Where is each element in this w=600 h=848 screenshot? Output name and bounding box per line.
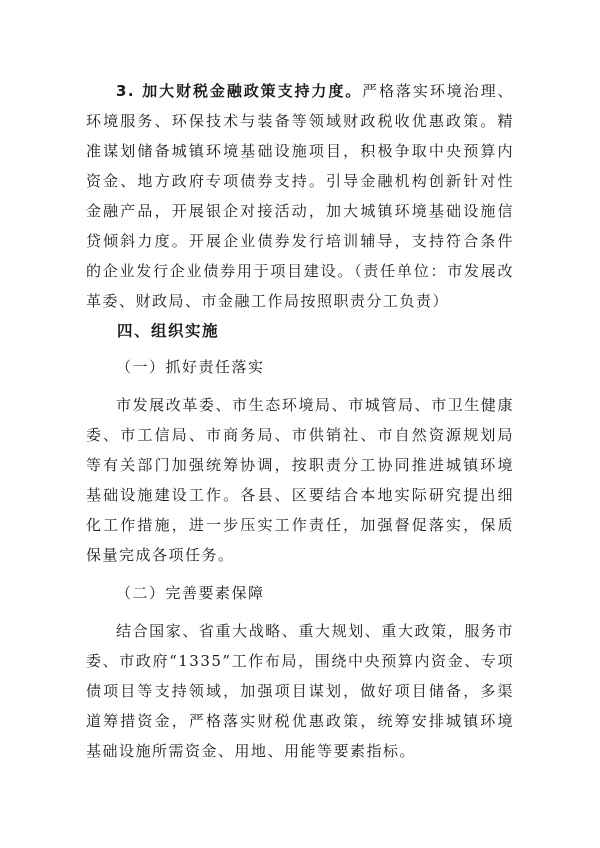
responsibility-paragraph: 市发展改革委、市生态环境局、市城管局、市卫生健康委、市工信局、市商务局、市供销社、市自然资源规划局等有关部门加强统筹协调，按职责分工协同推进城镇环境基础设施建设工作。各县、区要结合本地实际研究提出细化工作措施，进一步压实工作责任，加强督促落实，保质保量完成各项任务。 [86, 396, 514, 564]
section-3-body: 严格落实环境治理、环境服务、环保技术与装备等领域财政税收优惠政策。精准谋划储备城镇环境基础设施项目，积极争取中央预算内资金、地方政府专项债券支持。引导金融机构创新针对性金融产品，开展银企对接活动，加大城镇环境基础设施信贷倾斜力度。开展企业债券发行培训辅导，支持符合条件的企业发行企业债券用于项目建设。（责任单位：市发展改革委、财政局、市金融工作局按照职责分工负责） [86, 82, 514, 310]
subheading-factor-guarantee: （二）完善要素保障 [116, 584, 265, 602]
section-3-lead: 3. 加大财税金融政策支持力度。 [116, 82, 363, 100]
subheading-responsibility: （一）抓好责任落实 [116, 358, 265, 376]
factor-guarantee-paragraph: 结合国家、省重大战略、重大规划、重大政策，服务市委、市政府“1335”工作布局，围绕中央预算内资金、专项债项目等支持领域，加强项目谋划，做好项目储备，多渠道筹措资金，严格落实财税优惠政策，统筹安排城镇环境基础设施所需资金、用地、用能等要素指标。 [86, 622, 514, 760]
section-3-paragraph [86, 76, 514, 316]
heading-organize-implement: 四、组织实施 [117, 322, 220, 340]
document-body [86, 76, 514, 766]
